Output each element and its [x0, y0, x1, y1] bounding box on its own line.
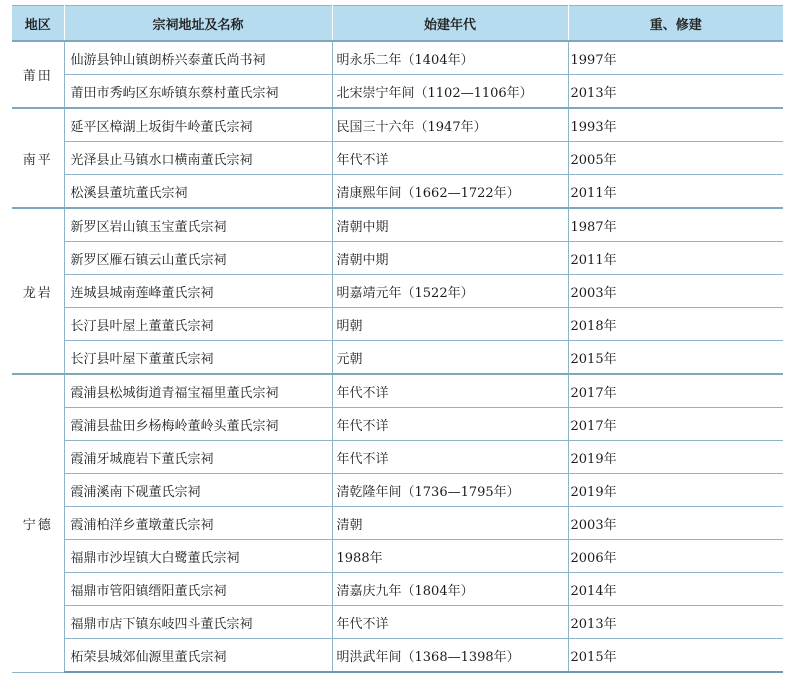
rebuilt-year-cell: 2005年	[568, 142, 783, 175]
built-year-cell: 明朝	[332, 308, 568, 341]
table-row	[12, 374, 783, 408]
built-year-cell: 清朝	[332, 507, 568, 540]
region-cell: 南平	[12, 108, 64, 208]
hall-name-cell: 连城县城南莲峰董氏宗祠	[64, 275, 332, 308]
hall-name-cell: 光泽县止马镇水口横南董氏宗祠	[64, 142, 332, 175]
table-row	[12, 108, 783, 142]
hall-name-cell: 长汀县叶屋下董董氏宗祠	[64, 341, 332, 375]
rebuilt-year-cell: 1993年	[568, 108, 783, 142]
table-row	[12, 75, 783, 109]
rebuilt-year-cell: 2006年	[568, 540, 783, 573]
built-year-cell: 年代不详	[332, 441, 568, 474]
table-row	[12, 242, 783, 275]
table-row	[12, 408, 783, 441]
hall-name-cell: 福鼎市管阳镇缙阳董氏宗祠	[64, 573, 332, 606]
hall-name-cell: 延平区樟湖上坂街牛岭董氏宗祠	[64, 108, 332, 142]
rebuilt-year-cell: 2011年	[568, 242, 783, 275]
hall-name-cell: 福鼎市店下镇东岐四斗董氏宗祠	[64, 606, 332, 639]
rebuilt-year-cell: 2015年	[568, 639, 783, 673]
rebuilt-year-cell: 2019年	[568, 441, 783, 474]
ancestral-hall-table	[12, 5, 783, 673]
rebuilt-year-cell: 2019年	[568, 474, 783, 507]
rebuilt-year-cell: 2003年	[568, 275, 783, 308]
rebuilt-year-cell: 2013年	[568, 606, 783, 639]
hall-name-cell: 霞浦县盐田乡杨梅岭董岭头董氏宗祠	[64, 408, 332, 441]
built-year-cell: 清嘉庆九年（1804年）	[332, 573, 568, 606]
table-row	[12, 540, 783, 573]
built-year-cell: 年代不详	[332, 606, 568, 639]
built-year-cell: 明永乐二年（1404年）	[332, 41, 568, 75]
hall-name-cell: 霞浦柏洋乡董墩董氏宗祠	[64, 507, 332, 540]
hall-name-cell: 长汀县叶屋上董董氏宗祠	[64, 308, 332, 341]
rebuilt-year-cell: 2003年	[568, 507, 783, 540]
table-row	[12, 639, 783, 673]
built-year-cell: 清康熙年间（1662—1722年）	[332, 175, 568, 209]
rebuilt-year-cell: 2017年	[568, 408, 783, 441]
built-year-cell: 年代不详	[332, 142, 568, 175]
rebuilt-year-cell: 2017年	[568, 374, 783, 408]
table-row	[12, 275, 783, 308]
header-built: 始建年代	[332, 6, 568, 42]
built-year-cell: 元朝	[332, 341, 568, 375]
built-year-cell: 年代不详	[332, 408, 568, 441]
rebuilt-year-cell: 2013年	[568, 75, 783, 109]
table-row	[12, 441, 783, 474]
hall-name-cell: 霞浦县松城街道青福宝福里董氏宗祠	[64, 374, 332, 408]
region-cell: 龙岩	[12, 208, 64, 374]
table-row	[12, 474, 783, 507]
built-year-cell: 北宋崇宁年间（1102—1106年）	[332, 75, 568, 109]
table-row	[12, 142, 783, 175]
header-rebuilt: 重、修建	[568, 6, 783, 42]
built-year-cell: 清朝中期	[332, 208, 568, 242]
region-cell: 宁德	[12, 374, 64, 672]
header-row	[12, 6, 783, 42]
header-region: 地区	[12, 6, 64, 42]
table-row	[12, 41, 783, 75]
table-row	[12, 606, 783, 639]
built-year-cell: 清乾隆年间（1736—1795年）	[332, 474, 568, 507]
hall-name-cell: 福鼎市沙埕镇大白鹭董氏宗祠	[64, 540, 332, 573]
hall-name-cell: 新罗区岩山镇玉宝董氏宗祠	[64, 208, 332, 242]
rebuilt-year-cell: 1987年	[568, 208, 783, 242]
hall-name-cell: 新罗区雁石镇云山董氏宗祠	[64, 242, 332, 275]
table-header	[12, 6, 783, 42]
table-row	[12, 308, 783, 341]
table-body	[12, 41, 783, 672]
region-cell: 莆田	[12, 41, 64, 108]
hall-name-cell: 松溪县董坑董氏宗祠	[64, 175, 332, 209]
rebuilt-year-cell: 2015年	[568, 341, 783, 375]
rebuilt-year-cell: 2014年	[568, 573, 783, 606]
hall-name-cell: 莆田市秀屿区东峤镇东蔡村董氏宗祠	[64, 75, 332, 109]
table-row	[12, 208, 783, 242]
built-year-cell: 民国三十六年（1947年）	[332, 108, 568, 142]
table-row	[12, 507, 783, 540]
hall-name-cell: 仙游县钟山镇朗桥兴泰董氏尚书祠	[64, 41, 332, 75]
hall-name-cell: 霞浦牙城鹿岩下董氏宗祠	[64, 441, 332, 474]
built-year-cell: 清朝中期	[332, 242, 568, 275]
table-row	[12, 341, 783, 375]
hall-name-cell: 柘荣县城郊仙源里董氏宗祠	[64, 639, 332, 673]
built-year-cell: 年代不详	[332, 374, 568, 408]
rebuilt-year-cell: 2011年	[568, 175, 783, 209]
built-year-cell: 明洪武年间（1368—1398年）	[332, 639, 568, 673]
hall-name-cell: 霞浦溪南下砚董氏宗祠	[64, 474, 332, 507]
built-year-cell: 明嘉靖元年（1522年）	[332, 275, 568, 308]
rebuilt-year-cell: 1997年	[568, 41, 783, 75]
table-row	[12, 573, 783, 606]
rebuilt-year-cell: 2018年	[568, 308, 783, 341]
header-name: 宗祠地址及名称	[64, 6, 332, 42]
table-row	[12, 175, 783, 209]
built-year-cell: 1988年	[332, 540, 568, 573]
